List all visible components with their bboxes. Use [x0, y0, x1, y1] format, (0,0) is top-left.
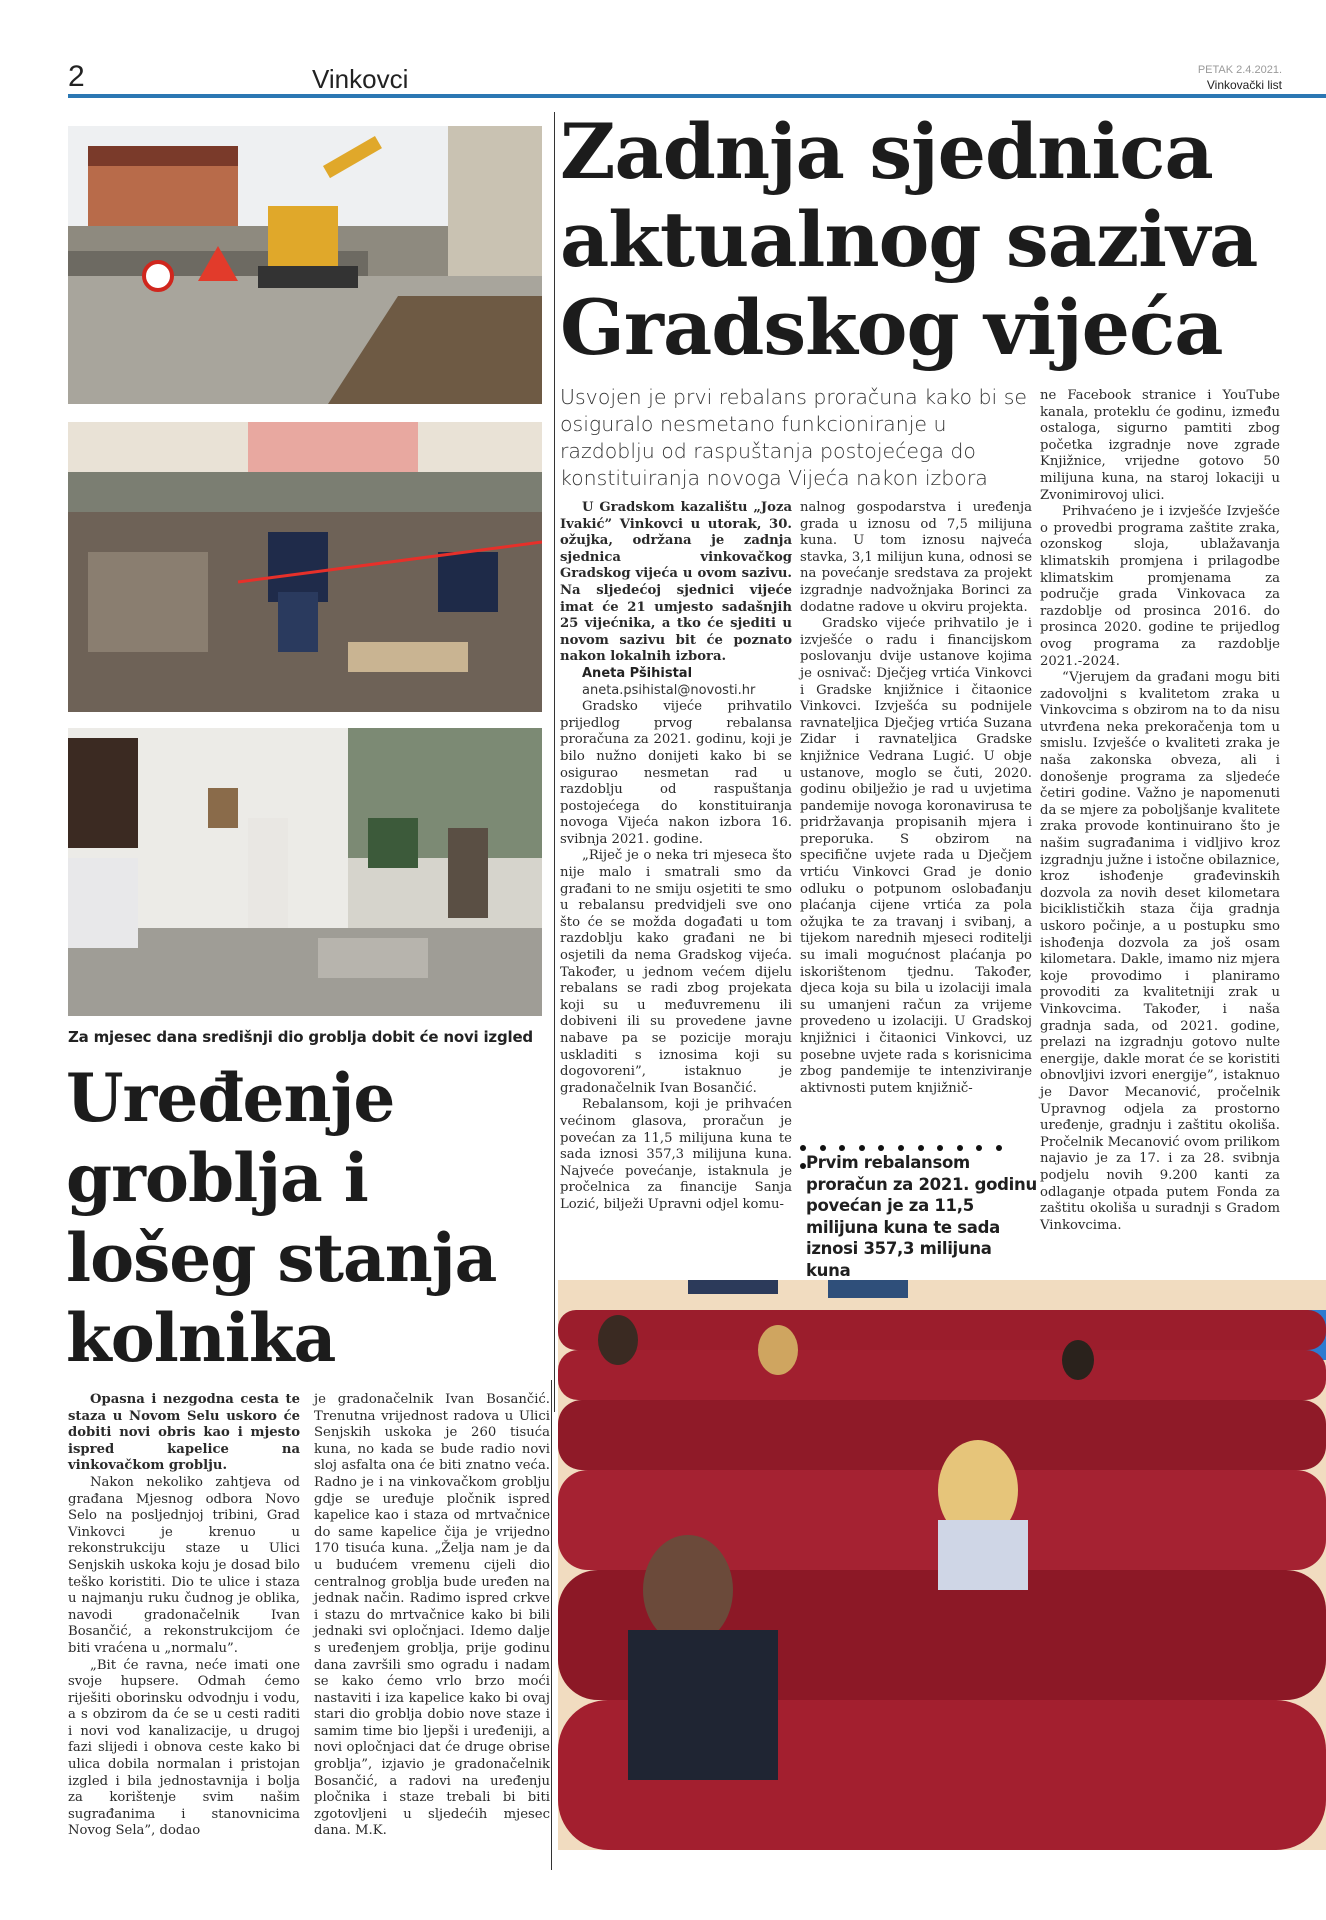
paragraph: Prihvaćeno je i izvješće Izvješće o provedbi programa zaštite zraka, ozonskog sloja, ublažavanja klimatskih promjena i prilagodbe klimatskim promjenama za područje grada Vinkovaca za razdoblje od prosinca 2016. do prosinca 2020. godine te prijedlog ovog programa za razdoblje 2021.-2024. [1040, 504, 1280, 669]
paragraph: Nakon nekoliko zahtjeva od građana Mjesnog odbora Novo Selo na posljednjoj tribini, Grad Vinkovci je krenuo u rekonstrukciju staze u Ulici Senjskih uskoka koju je dosad bilo teško koristiti. Dio te ulice i staza u najmanju ruku čudnog je oblika, navodi gradonačelnik Ivan Bosančić, a rekonstrukcijom će biti vraćena u „normalu”. [68, 1474, 300, 1656]
header-rule [68, 94, 1326, 98]
photo-cemetery-chapel-paving [68, 728, 542, 1016]
main-article-column-2 [800, 500, 1032, 1097]
paragraph: nalnog gospodarstva i uređenja grada u iznosu od 7,5 milijuna kuna. U tom iznosu najveća stavka, 3,1 milijun kuna, odnosi se na povećanje sredstava za projekt izgradnje nadvožnjaka Borinci za dodatne radove u okviru projekta. [800, 500, 1032, 615]
pull-quote-dots [800, 1138, 1032, 1146]
publication-name: Vinkovački list [1206, 78, 1282, 92]
photo-excavator-street-works [68, 126, 542, 404]
photo-workers-laying-paving [68, 422, 542, 712]
paragraph: ne Facebook stranice i YouTube kanala, proteklu će godinu, između ostaloga, sigurno pamtiti zbog početka izgradnje nove zgrade Knjižnice, vrijedne gotovo 50 milijuna kuna, na staroj lokaciji u Zvonimirovoj ulici. [1040, 388, 1280, 503]
left-article-headline: Uređenje groblja i lošeg stanja kolnika [66, 1059, 497, 1377]
paragraph: “Vjerujem da građani mogu biti zadovoljni s kvalitetom zraka u Vinkovcima s obzirom na to da nisu utvrđena neka prekoračenja tom u smislu. Izvješće o kvaliteti zraka je naša zakonska obveza, ali i donošenje programa za sljedeće četiri godine. Važno je napomenuti da se mjere za poboljšanje kvalitete zraka provode kontinuirano što je našim sugrađanima i vidljivo kroz izgradnju južne i istočne obilaznice, kroz ishođenje građevinskih dozvola za novih deset kilometara biciklističkih staza čija gradnja uskoro počinje, a u postupku smo ishođenja dozvola za još osam kilometara. Dakle, imamo niz mjera koje provodimo i planiramo provoditi za kvalitetniji zrak u Vinkovcima. Također, i naša gradnja sada, od 2021. godine, prelazi na izgradnju gotovo nulte energije, dakle morat će se koristiti obnovljivi izvori energije”, istaknuo je Davor Mecanović, pročelnik Upravnog odjela za prostorno uređenje, gradnju i zaštitu okoliša. Pročelnik Mecanović ovom prilikom najavio je za 17. i za 28. svibnja podjelu novih 9.200 kanti za odlaganje otpada putem Fonda za zaštitu okoliša u suradnji s Gradom Vinkovcima. [1040, 670, 1280, 1233]
main-article-column-1 [560, 500, 792, 1214]
author-email[interactable]: aneta.psihistal@novosti.hr [582, 682, 756, 698]
main-article-column-3 [1040, 388, 1280, 1234]
section-title: Vinkovci [312, 64, 409, 94]
pull-quote: Prvim rebalansom proračun za 2021. godinu povećan je za 11,5 milijuna kuna te sada iznosi 357,3 milijuna kuna [806, 1153, 1037, 1280]
paragraph: „Bit će ravna, neće imati one svoje hupsere. Odmah ćemo riješiti oborinsku odvodnju i vodu, a s obzirom da će se u cesti raditi i novi vod kanalizacije, u drugoj fazi slijedi i obnova ceste kako bi ulica dobila normalan i pristojan izgled i bila jednostavnija i bolja za korištenje svim našim sugrađanima i stanovnicima Novog Sela”, dodao [68, 1657, 300, 1839]
paragraph: je gradonačelnik Ivan Bosančić. Trenutna vrijednost radova u Ulici Senjskih uskoka je 260 tisuća kuna, no kada se bude radio novi sloj asfalta ona će biti znatno veća. Radno je i na vinkovačkom groblju gdje se uređuje pločnik ispred kapelice kao i staza od mrtvačnice do same kapelice čija je vrijedno 170 tisuća kuna. „Želja nam je da u budućem vremenu cijeli dio centralnog groblja bude uređen na jednak način. Radimo ispred crkve i stazu do mrtvačnice kako bi bili jednaki svi opločnjaci. Idemo dalje s uređenjem groblja, prije godinu dana završili smo ogradu i nadam se kako ćemo vrlo brzo moći nastaviti i iza kapelice kako bi ovaj stari dio groblja dobio nove staze i samim time bio ljepši i uređeniji, a novi opločnjaci dat će druge obrise groblja”, izjavio je gradonačelnik Bosančić, a radovi na uređenju pločnika i staze trebali bi biti zgotovljeni u sljedećih mjesec dana. M.K. [314, 1392, 550, 1839]
main-article-lead: U Gradskom kazalištu „Joza Ivakić” Vinkovci u utorak, 30. ožujka, održana je zadnja sjednica vinkovačkog Gradskog vijeća u ovom sazivu. Na sljedećoj sjednici vijeće imat će 21 umjesto sadašnjih 25 vijećnika, a tko će sjediti u novom sazivu bit će poznato nakon lokalnih izbora. [560, 500, 792, 665]
issue-date: PETAK 2.4.2021. [1197, 64, 1282, 76]
photo-council-session-red-seats [558, 1280, 1326, 1850]
left-article-kicker: Za mjesec dana središnji dio groblja dobit će novi izgled [68, 1028, 533, 1046]
column-divider [551, 1380, 552, 1870]
paragraph: Rebalansom, koji je prihvaćen većinom glasova, proračun je povećan za 11,5 milijuna kuna te sada iznosi 357,3 milijuna kuna. Najveće povećanje, istaknula je pročelnica za financije Sanja Lozić, bilježi Upravni odjel komu- [560, 1097, 792, 1212]
page-number: 2 [68, 60, 85, 93]
author-name: Aneta Pšihistal [582, 665, 693, 681]
main-deck: Usvojen je prvi rebalans proračuna kako bi se osiguralo nesmetano funkcioniranje u razdoblju od raspuštanja postojećega do konstituiranja novoga Vijeća nakon izbora [560, 385, 1028, 490]
left-article-column-1 [68, 1392, 300, 1840]
main-headline: Zadnja sjednica aktualnog saziva Gradskog vijeća [560, 107, 1258, 372]
left-article-lead: Opasna i nezgodna cesta te staza u Novom Selu uskoro će dobiti novi obris kao i mjesto ispred kapelice na vinkovačkom groblju. [68, 1392, 300, 1474]
paragraph: Gradsko vijeće prihvatilo prijedlog prvog rebalansa proračuna za 2021. godinu, koji je bilo nužno donijeti kako bi se osigurao nesmetan rad u razdoblju od raspuštanja postojećega do konstituiranja novoga Vijeća nakon izbora 16. svibnja 2021. godine. [560, 699, 792, 847]
left-article-column-2 [314, 1392, 550, 1840]
paragraph: „Riječ je o neka tri mjeseca što nije malo i smatrali smo da građani to ne smiju osjetiti te smo u rebalansu predvidjeli sve ono što će se možda događati u tom razdoblju kako građani ne bi osjetili da nema Gradskog vijeća. Također, u jednom većem dijelu rebalans se radi zbog projekata koji su u međuvremenu ili dobiveni ili su provedene javne nabave pa se pozicije moraju uskladiti s iznosima koji su dogovoreni”, istaknuo je gradonačelnik Ivan Bosančić. [560, 848, 792, 1096]
paragraph: Gradsko vijeće prihvatilo je i izvješće o radu i financijskom poslovanju dvije ustanove kojima je osnivač: Dječjeg vrtića Vinkovci i Gradske knjižnice i čitaonice Vinkovci. Izvješća su podnijele ravnateljica Dječjeg vrtića Suzana Zidar i ravnateljica Gradske knjižnice Vedrana Lugić. U obje ustanove, moglo se čuti, 2020. godinu obilježio je rad u uvjetima pandemije novoga koronavirusa te pridržavanja propisanih mjera i preporuka. S obzirom na specifične uvjete rada u Dječjem vrtiću Vinkovci Grad je donio odluku o potpunom oslobađanju plaćanja cijene vrtića za pola ožujka te za travanj i svibanj, a tijekom narednih mjeseci roditelji su imali mogućnost plaćanja po iskorištenom tjednu. Također, djeca koja su bila u izolaciji imala su umanjeni račun za vrijeme provedeno u izolaciji. U Gradskoj knjižnici i čitaonici Vinkovci, uz posebne uvjete rada s korisnicima zbog pandemije te intenziviranje aktivnosti putem knjižnič- [800, 616, 1032, 1096]
